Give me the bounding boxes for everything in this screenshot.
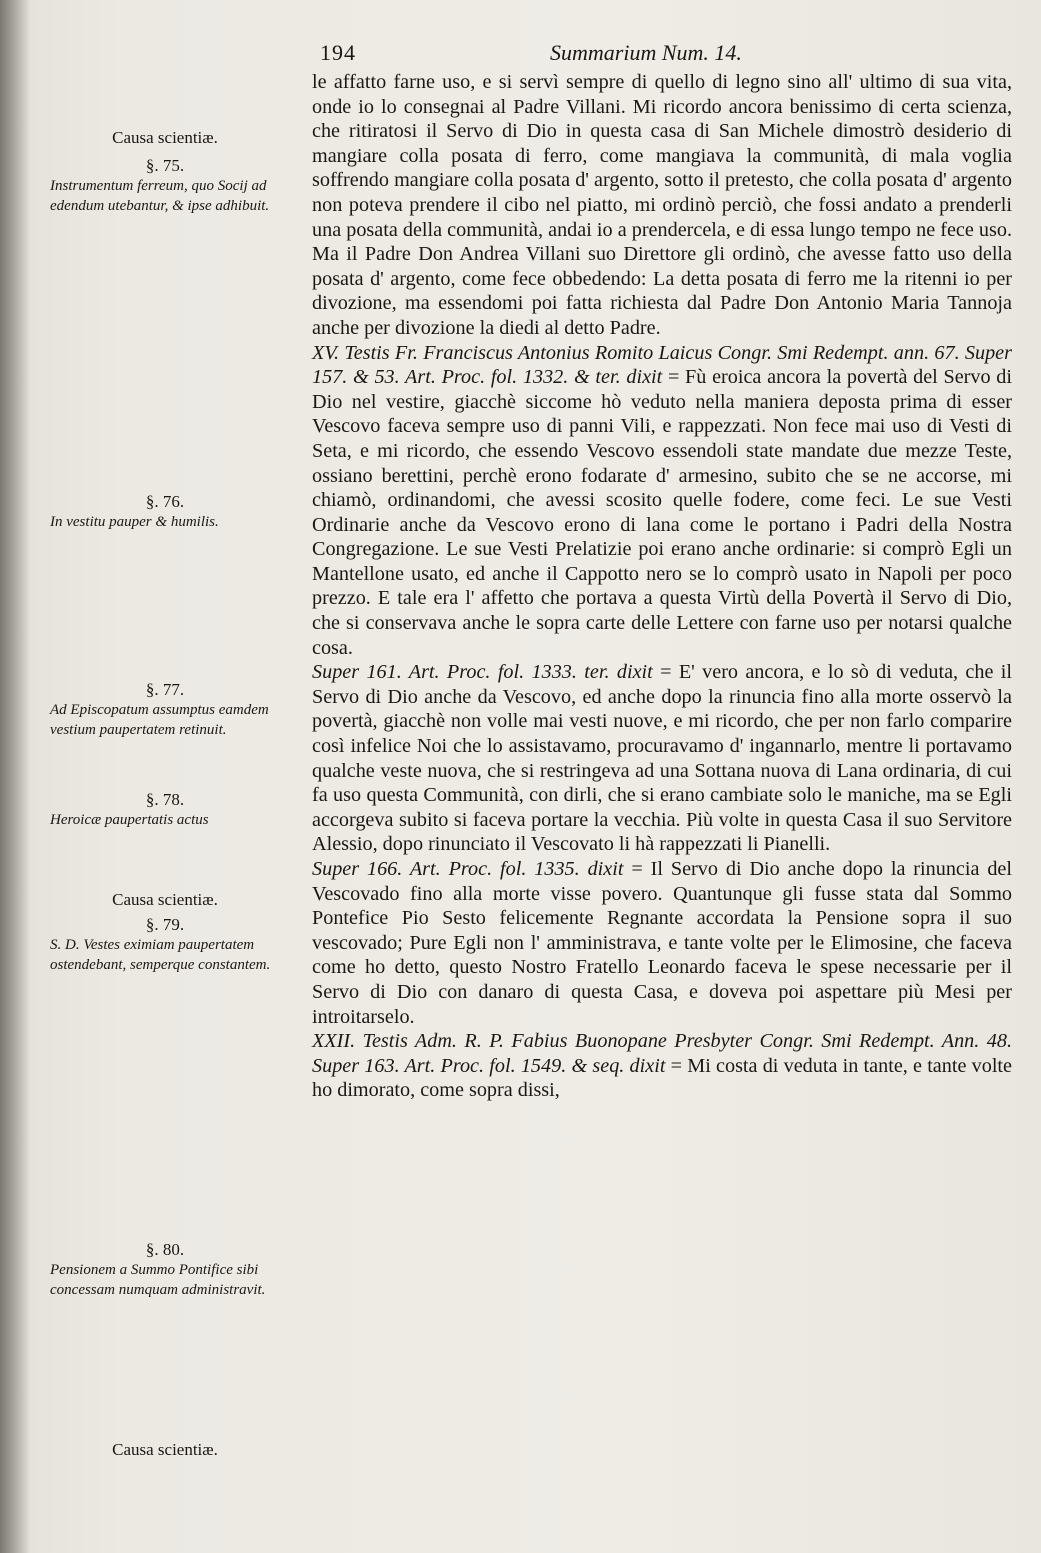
article-reference: Super 161. Art. Proc. fol. 1333. ter. dixit (312, 661, 653, 684)
note-text: Instrumentum ferreum, quo Socij ad edendum utebantur, & ipse adhibuit. (50, 178, 270, 214)
section-number: §. 79. (145, 915, 185, 934)
margin-notes (40, 60, 290, 1540)
margin-note (40, 492, 290, 532)
binding-shadow (0, 0, 30, 1553)
paragraph-text: = E' vero ancora, e lo sò di veduta, che il Servo di Dio anche da Vescovo, ed anche dopo la rinuncia fino alla morte osservò la povertà, giacchè non volle mai vesti nuove, e mi ricordo, che per non farlo comparire così infelice Noi che lo assistavamo, procuravamo d' ingannarlo, mentre li portavamo qualche veste nuova, che si restringeva ad una Sottana nuova di Lana ordinaria, di cui fa uso questa Communità, con dirli, che si erano cambiate solo le maniche, ma se Egli accorgeva subito si faceva portare la vecchia. Più volte in questa Casa il suo Servitore Alessio, dopo rinunciato il Vescovato li hà rappezzati li Pianelli. (312, 661, 1012, 856)
margin-note: Causa scientiæ. (112, 128, 218, 147)
margin-note (40, 680, 290, 740)
paragraph-text: = Fù eroica ancora la povertà del Servo di Dio nel vestire, giacchè siccome hò veduto nella maniera deposta prima di esser Vescovo faceva sempre uso di panni Vili, e rappezzati. Non fece mai uso di Vesti di Seta, e mi ricordo, che essendo Vescovo essendoli state mandate due mezze Teste, ossiano berettini, perchè erono fodarate d' armesino, subito che se ne accorse, mi chiamò, ordinandomi, che avessi scosito quelle fodere, come feci. Le sue Vesti Ordinarie anche da Vescovo erono di lana come le portano i Padri della Nostra Congregazione. Le sue Vesti Prelatizie poi erano anche ordinarie: si comprò Egli un Mantellone usato, ed anche il Cappotto nero se lo comprò usato in Napoli per poco prezzo. E tale era l' affetto che portava a questa Virtù della Povertà il Servo di Dio, che si conservava anche le sopra carte delle Lettere con farne uso per notarsi qualche cosa. (312, 366, 1012, 659)
margin-note: Causa scientiæ. (112, 890, 218, 909)
margin-note (40, 915, 290, 975)
note-text: Ad Episcopatum assumptus eamdem vestium paupertatem retinuit. (50, 702, 269, 738)
paragraph-text: le affatto farne uso, e si servì sempre di quello di legno sino all' ultimo di sua vita, onde io lo consegnai al Padre Villani. Mi ricordo ancora benissimo di certa scienza, che ritiratosi il Servo di Dio in questa casa di San Michele dimostrò desiderio di mangiare colla posata di ferro, come mangiava la communità, di mala voglia soffrendo mangiare colla posata d' argento, sotto il pretesto, che colla posata d' argento non poteva prendere il cibo nel piatto, mi ordinò perciò, che fossi andato a prenderli una posata della communità, andai io a prendercela, e di essa lungo tempo ne fece uso. Ma il Padre Don Andrea Villani suo Direttore gli ordinò, che avesse fatto uso della posata d' argento, come fece obbedendo: La detta posata di ferro me la ritenni io per divozione, ma essendomi poi fatta richiesta dal Padre Don Antonio Maria Tannoja anche per divozione la diedi al detto Padre. (312, 71, 1012, 339)
margin-note (40, 156, 290, 216)
paragraph (312, 857, 1012, 1029)
paragraph (312, 660, 1012, 857)
note-text: S. D. Vestes eximiam paupertatem ostendebant, semperque constantem. (50, 937, 271, 973)
section-number: §. 76. (145, 492, 185, 511)
margin-note: Causa scientiæ. (112, 1440, 218, 1459)
section-number: §. 80. (145, 1240, 185, 1259)
page-number: 194 (320, 40, 356, 65)
section-number: §. 77. (145, 680, 185, 699)
paragraph-text: = Il Servo di Dio anche dopo la rinuncia del Vescovado fino alla morte visse povero. Quantunque gli fusse stata dal Sommo Pontefice Pio Sesto felicemente Regnante accordata la Pensione sopra il suo vescovado; Pure Egli non l' amministrava, e tante volte per le Elimosine, che faceva come ho detto, questo Nostro Fratello Leonardo faceva le spese necessarie per il Servo di Dio con danaro di questa Casa, e doveva poi aspettare più Mesi per introitarselo. (312, 858, 1012, 1028)
paragraph (312, 1029, 1012, 1103)
witness-heading: XXII. Testis Adm. R. P. Fabius Buonopane Presbyter Congr. Smi Redempt. Ann. 48. Super 163. Art. Proc. fol. 1549. & seq. dixit (312, 1030, 1012, 1077)
section-number: §. 75. (145, 156, 185, 175)
note-text: Pensionem a Summo Pontifice sibi concessam numquam administravit. (50, 1262, 266, 1298)
running-title: Summarium Num. 14. (550, 40, 742, 65)
article-reference: Super 166. Art. Proc. fol. 1335. dixit (312, 858, 624, 880)
margin-note (40, 1240, 290, 1300)
witness-heading: XV. Testis Fr. Franciscus Antonius Romito Laicus Congr. Smi Redempt. ann. 67. Super 157. & 53. Art. Proc. fol. 1332. & ter. dixit (312, 341, 1012, 389)
main-text (312, 70, 1012, 1540)
running-head (320, 40, 1010, 70)
section-number: §. 78. (145, 790, 185, 809)
paragraph (312, 341, 1012, 661)
paragraph (312, 70, 1012, 341)
note-text: In vestitu pauper & humilis. (50, 514, 219, 530)
margin-note (40, 790, 290, 830)
paragraph-text: = Mi costa di veduta in tante, e tante volte ho dimorato, come sopra dissi, (312, 1054, 1013, 1102)
note-text: Heroicæ paupertatis actus (50, 812, 209, 828)
